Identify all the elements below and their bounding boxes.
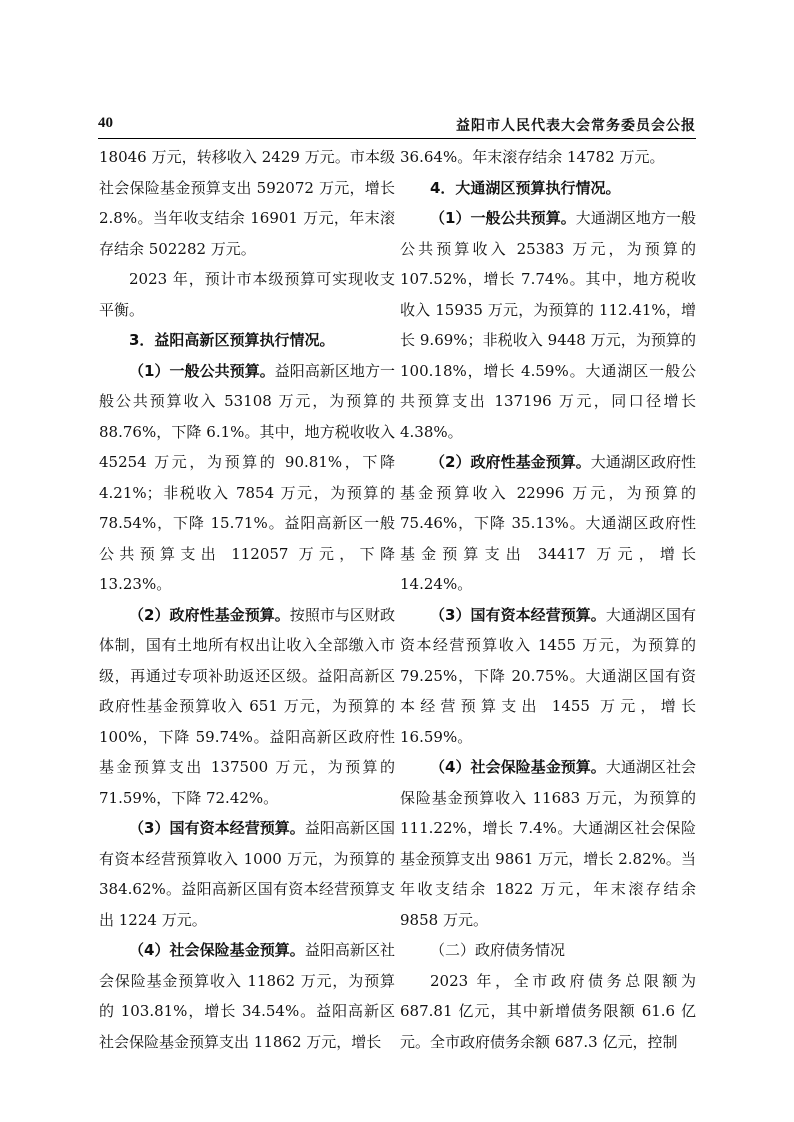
paragraph-text: 益阳高新区地方一般公共预算收入 53108 万元，为预算的 88.76%，下降 6.1%。其中，地方税收收入 45254 万元，为预算的 90.81%，下降 4.21%；非税收入 7854 万元，为预算的 78.54%，下降 15.71%。益阳高新区一般公共预算支出 112057 万元，下降 13.23%。	[99, 361, 395, 593]
paragraph: 36.64%。年末滚存结余 14782 万元。	[400, 148, 665, 166]
paragraph	[400, 600, 696, 753]
section-heading: 3．益阳高新区预算执行情况。	[129, 331, 335, 349]
paragraph-text: 大通湖区地方一般公共预算收入 25383 万元，为预算的 107.52%，增长 7.74%。其中，地方税收收入 15935 万元，为预算的 112.41%，增长 9.69%；非税收入 9448 万元，为预算的 100.18%，增长 4.59%。大通湖区一般公共预算支出 137196 万元，同口径增长 4.38%。	[400, 209, 696, 441]
subsection-lead: （3）国有资本经营预算。	[129, 819, 305, 837]
subsection-lead: （4）社会保险基金预算。	[129, 941, 305, 959]
paragraph	[99, 935, 395, 1057]
subsection-lead: （2）政府性基金预算。	[430, 453, 591, 471]
paragraph	[400, 752, 696, 935]
section-heading: 4．大通湖区预算执行情况。	[430, 178, 621, 197]
page-header	[98, 112, 696, 139]
subsection-lead: （1）一般公共预算。	[129, 361, 275, 380]
right-column	[400, 142, 696, 1057]
paragraph	[99, 600, 395, 814]
paragraph: 18046 万元，转移收入 2429 万元。市本级社会保险基金预算支出 592072 万元，增长 2.8%。当年收支结余 16901 万元，年末滚存结余 502282 万元。	[99, 148, 395, 258]
paragraph: 2023 年，预计市本级预算可实现收支平衡。	[99, 270, 395, 319]
paragraph	[99, 356, 395, 600]
left-column	[99, 142, 395, 1057]
subsection-lead: （3）国有资本经营预算。	[430, 605, 606, 624]
journal-title: 益阳市人民代表大会常务委员会公报	[456, 118, 696, 134]
paragraph-text: 按照市与区财政体制，国有土地所有权出让收入全部缴入市级，再通过专项补助返还区级。益阳高新区政府性基金预算收入 651 万元，为预算的 100%，下降 59.74%。益阳高新区政府性基金预算支出 137500 万元，为预算的 71.59%，下降 72.42%。	[99, 605, 395, 807]
paragraph-text: 大通湖区社会保险基金预算收入 11683 万元，为预算的 111.22%，增长 7.4%。大通湖区社会保险基金预算支出 9861 万元，增长 2.82%。当年收支结余 1822 万元，年末滚存结余 9858 万元。	[400, 758, 696, 929]
subsection-lead: （2）政府性基金预算。	[129, 605, 290, 624]
paragraph	[400, 203, 696, 447]
paragraph-text: 益阳高新区社会保险基金预算收入 11862 万元，为预算的 103.81%，增长 34.54%。益阳高新区社会保险基金预算支出 11862 万元，增长	[99, 941, 395, 1051]
subsection-lead: （1）一般公共预算。	[430, 209, 576, 227]
paragraph: 2023 年，全市政府债务总限额为 687.81 亿元，其中新增债务限额 61.6 亿元。全市政府债务余额 687.3 亿元，控制	[400, 971, 696, 1051]
paragraph	[99, 813, 395, 935]
paragraph-text: 益阳高新区国有资本经营预算收入 1000 万元，为预算的 384.62%。益阳高新区国有资本经营预算支出 1224 万元。	[99, 819, 395, 929]
page-number: 40	[98, 115, 113, 131]
paragraph-text: 大通湖区政府性基金预算收入 22996 万元，为预算的 75.46%，下降 35.13%。大通湖区政府性基金预算支出 34417 万元，增长 14.24%。	[400, 453, 696, 593]
subheading: （二）政府债务情况	[430, 941, 566, 959]
paragraph	[400, 447, 696, 600]
subsection-lead: （4）社会保险基金预算。	[430, 758, 606, 776]
paragraph-text: 大通湖区国有资本经营预算收入 1455 万元，为预算的 79.25%，下降 20.75%。大通湖区国有资本经营预算支出 1455 万元，增长 16.59%。	[400, 605, 696, 746]
